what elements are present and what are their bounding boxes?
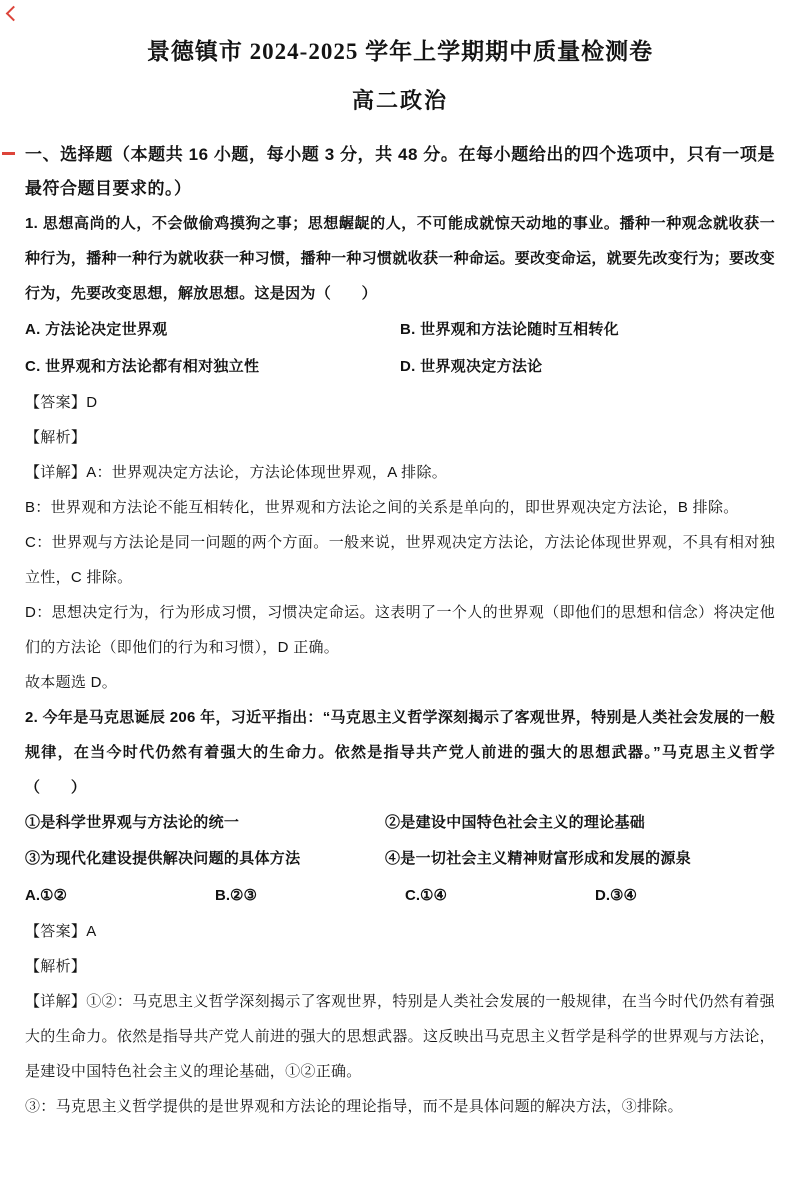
question-2-choice-d: D.③④: [595, 887, 637, 904]
question-1-answer: 【答案】D: [25, 394, 98, 411]
question-1-detail-a: 【详解】A：世界观决定方法论，方法论体现世界观，A 排除。: [25, 464, 448, 481]
section-header: 一、选择题（本题共 16 小题，每小题 3 分，共 48 分。在每小题给出的四个选项中，只有一项是最符合题目要求的。）: [25, 145, 775, 198]
question-1-options: [25, 311, 775, 385]
question-1-detail-b: B：世界观和方法论不能互相转化，世界观和方法论之间的关系是单向的，即世界观决定方法论，B 排除。: [25, 499, 739, 516]
question-2-choice-a: A.①②: [25, 887, 67, 904]
exam-subtitle: 高二政治: [351, 88, 448, 113]
red-corner-annotation-mark: [6, 6, 22, 22]
question-2-stem: 2. 今年是马克思诞辰 206 年，习近平指出：“马克思主义哲学深刻揭示了客观世界，特别是人类社会发展的一般规律，在当今时代仍然有着强大的生命力。依然是指导共产党人前进的强大的思想武器。”马克思主义哲学（ ）: [25, 709, 775, 796]
question-1-detail-c: C：世界观与方法论是同一问题的两个方面。一般来说，世界观决定方法论，方法论体现世界观，不具有相对独立性，C 排除。: [25, 534, 775, 586]
question-1-stem: 1. 思想高尚的人，不会做偷鸡摸狗之事；思想龌龊的人，不可能成就惊天动地的事业。播种一种观念就收获一种行为，播种一种行为就收获一种习惯，播种一种习惯就收获一种命运。要改变命运，就要先改变行为；要改变行为，先要改变思想，解放思想。这是因为（ ）: [25, 215, 775, 302]
question-2-choice-b: B.②③: [215, 887, 257, 904]
question-2-analysis-label: 【解析】: [25, 958, 87, 975]
question-1-detail-d: D：思想决定行为，行为形成习惯，习惯决定命运。这表明了一个人的世界观（即他们的思想和信念）将决定他们的方法论（即他们的行为和习惯），D 正确。: [25, 604, 775, 656]
exam-title: 景德镇市 2024-2025 学年上学期期中质量检测卷: [146, 39, 654, 64]
question-1-option-d: D. 世界观决定方法论: [400, 358, 543, 375]
question-2-answer: 【答案】A: [25, 923, 97, 940]
red-margin-annotation-mark: [2, 152, 15, 155]
question-1-option-b: B. 世界观和方法论随时互相转化: [400, 321, 619, 338]
question-2-numbered-statements: [25, 805, 775, 877]
question-2-statement-1: ①是科学世界观与方法论的统一: [25, 814, 240, 831]
question-1-analysis-label: 【解析】: [25, 429, 87, 446]
question-1-option-a: A. 方法论决定世界观: [25, 321, 168, 338]
question-2-choice-c: C.①④: [405, 887, 447, 904]
question-1-conclusion: 故本题选 D。: [25, 674, 118, 691]
question-2-detail-1: 【详解】①②：马克思主义哲学深刻揭示了客观世界，特别是人类社会发展的一般规律，在当今时代仍然有着强大的生命力。依然是指导共产党人前进的强大的思想武器。这反映出马克思主义哲学是科学的世界观与方法论，是建设中国特色社会主义的理论基础，①②正确。: [25, 993, 775, 1080]
question-2-statement-4: ④是一切社会主义精神财富形成和发展的源泉: [385, 850, 692, 867]
question-2-statement-3: ③为现代化建设提供解决问题的具体方法: [25, 850, 301, 867]
question-2-detail-2: ③：马克思主义哲学提供的是世界观和方法论的理论指导，而不是具体问题的解决方法，③排除。: [25, 1098, 683, 1115]
question-2-statement-2: ②是建设中国特色社会主义的理论基础: [385, 814, 646, 831]
question-1-option-c: C. 世界观和方法论都有相对独立性: [25, 358, 260, 375]
question-2-choices: [25, 877, 775, 914]
